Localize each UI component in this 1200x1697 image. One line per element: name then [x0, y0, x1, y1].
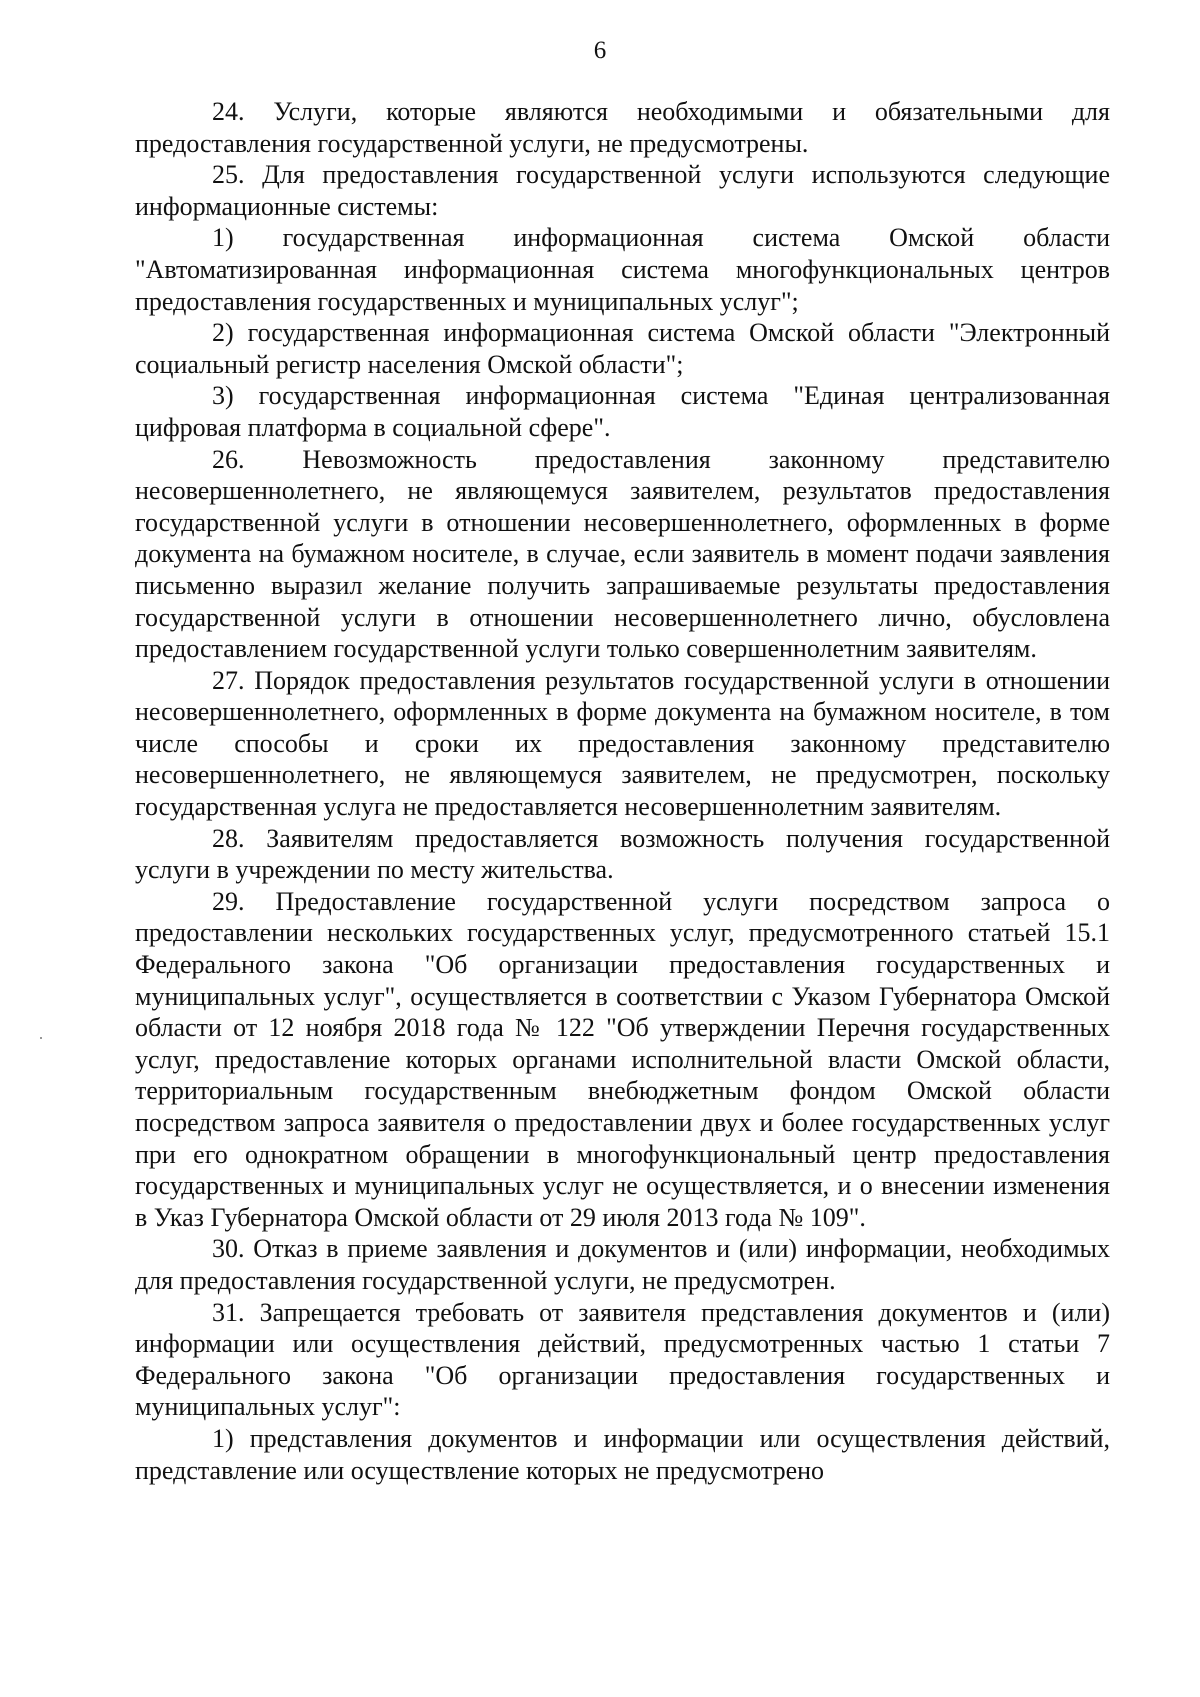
list-item-25-3: 3) государственная информационная система "Единая централизованная цифровая платформа в социальной сфере". [135, 381, 1110, 442]
paragraph-25: 25. Для предоставления государственной услуги используются следующие информационные системы: [135, 160, 1110, 221]
paragraph-31: 31. Запрещается требовать от заявителя представления документов и (или) информации или осуществления действий, предусмотренных частью 1 статьи 7 Федерального закона "Об организации предоставления государственных и муниципальных услуг": [135, 1297, 1110, 1422]
page-number: 6 [593, 37, 607, 64]
paragraph-28: 28. Заявителям предоставляется возможность получения государственной услуги в учреждении по месту жительства. [135, 823, 1110, 885]
paragraph-30: 30. Отказ в приеме заявления и документов и (или) информации, необходимых для предоставления государственной услуги, не предусмотрен. [135, 1234, 1110, 1295]
scan-artifact-dot [40, 1037, 42, 1039]
paragraph-24: 24. Услуги, которые являются необходимыми и обязательными для предоставления государственной услуги, не предусмотрены. [135, 97, 1110, 158]
paragraph-26: 26. Невозможность предоставления законному представителю несовершеннолетнего, не являющемуся заявителем, результатов предоставления государственной услуги в отношении несовершеннолетнего, оформленных в форме документа на бумажном носителе, в случае, если заявитель в момент подачи заявления письменно выразил желание получить запрашиваемые результаты предоставления государственной услуги в отношении несовершеннолетнего лично, обусловлена предоставлением государственной услуги только совершеннолетним заявителям. [135, 444, 1110, 664]
document-body [135, 96, 1110, 1486]
list-item-25-2: 2) государственная информационная система Омской области "Электронный социальный регистр населения Омской области"; [135, 318, 1110, 379]
list-item-31-1: 1) представления документов и информации или осуществления действий, представление или осуществление которых не предусмотрено [135, 1423, 1110, 1485]
list-item-25-1: 1) государственная информационная система Омской области "Автоматизированная информационная система многофункциональных центров предоставления государственных и муниципальных услуг"; [135, 223, 1110, 316]
paragraph-29: 29. Предоставление государственной услуги посредством запроса о предоставлении нескольких государственных услуг, предусмотренного статьей 15.1 Федерального закона "Об организации предоставления государственных и муниципальных услуг", осуществляется в соответствии с Указом Губернатора Омской области от 12 ноября 2018 года № 122 "Об утверждении Перечня государственных услуг, предоставление которых органами исполнительной власти Омской области, территориальным государственным внебюджетным фондом Омской области посредством запроса заявителя о предоставлении двух и более государственных услуг при его однократном обращении в многофункциональный центр предоставления государственных и муниципальных услуг не осуществляется, и о внесении изменения в Указ Губернатора Омской области от 29 июля 2013 года № 109". [135, 886, 1110, 1232]
paragraph-27: 27. Порядок предоставления результатов государственной услуги в отношении несовершеннолетнего, оформленных в форме документа на бумажном носителе, в том числе способы и сроки их предоставления законному представителю несовершеннолетнего, не являющемуся заявителем, не предусмотрен, поскольку государственная услуга не предоставляется несовершеннолетним заявителям. [135, 665, 1110, 822]
